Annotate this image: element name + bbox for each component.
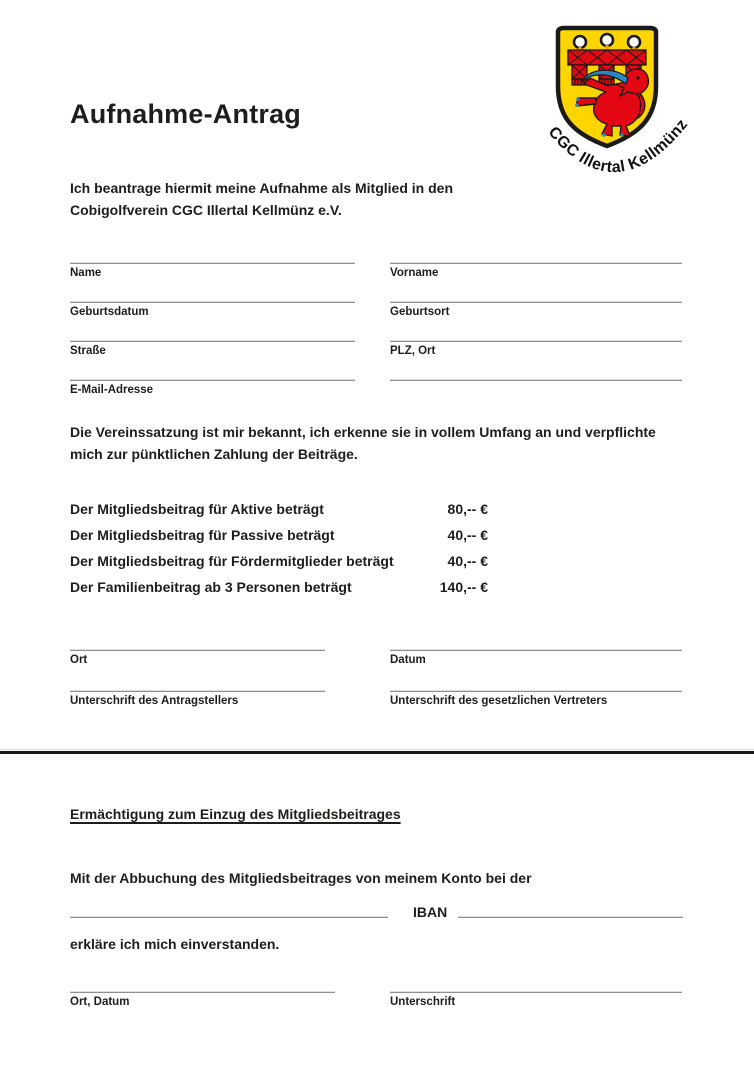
email-field-label: E-Mail-Adresse (70, 384, 154, 396)
extra-field-line[interactable] (390, 380, 682, 381)
plz-ort-field-label: PLZ, Ort (390, 345, 436, 357)
fee-label: Der Mitgliedsbeitrag für Passive beträgt (70, 527, 335, 543)
iban-field-line[interactable] (458, 917, 683, 918)
geburtsdatum-field-label: Geburtsdatum (70, 306, 149, 318)
plz-ort-field-line[interactable] (390, 341, 682, 342)
fee-amount: 80,-- € (447, 501, 488, 517)
sepa-heading: Ermächtigung zum Einzug des Mitgliedsbeitrages (70, 806, 401, 822)
fee-label: Der Mitgliedsbeitrag für Fördermitglieder beträgt (70, 553, 394, 569)
vorname-field-label: Vorname (390, 267, 439, 279)
vorname-field-line[interactable] (390, 263, 682, 264)
fee-amount: 140,-- € (439, 579, 488, 595)
email-field-line[interactable] (70, 380, 355, 381)
iban-label: IBAN (413, 904, 448, 920)
unterschrift-vertreter-line[interactable] (390, 691, 682, 692)
ort-field-label: Ort (70, 654, 88, 666)
bank-name-field-line[interactable] (70, 917, 388, 918)
satzung-paragraph: Die Vereinssatzung ist mir bekannt, ich erkenne sie in vollem Umfang an und verpflichte mich zur pünktlichen Zahlung der Beiträge. (70, 424, 656, 462)
geburtsort-field-label: Geburtsort (390, 306, 450, 318)
club-crest-logo (538, 22, 696, 190)
geburtsdatum-field-line[interactable] (70, 302, 355, 303)
section-divider (0, 751, 754, 754)
unterschrift-vertreter-label: Unterschrift des gesetzlichen Vertreters (390, 695, 608, 707)
club-crest-text: CGC Illertal Kellmünz (544, 116, 692, 177)
intro-paragraph: Ich beantrage hiermit meine Aufnahme als Mitglied in den Cobigolfverein CGC Illertal Kellmünz e.V. (70, 180, 453, 218)
fee-amount: 40,-- € (447, 527, 488, 543)
name-field-label: Name (70, 267, 102, 279)
name-field-line[interactable] (70, 263, 355, 264)
strasse-field-line[interactable] (70, 341, 355, 342)
sepa-unterschrift-line[interactable] (390, 992, 682, 993)
sepa-ort-datum-label: Ort, Datum (70, 996, 130, 1008)
club-crest-icon (538, 22, 696, 190)
fee-amount: 40,-- € (447, 553, 488, 569)
fee-label: Der Mitgliedsbeitrag für Aktive beträgt (70, 501, 324, 517)
datum-field-label: Datum (390, 654, 426, 666)
fee-row-passive (70, 527, 488, 547)
divider-highlight (0, 749, 754, 750)
ort-field-line[interactable] (70, 650, 325, 651)
sepa-outro-text: erkläre ich mich einverstanden. (70, 936, 280, 952)
fee-row-aktive (70, 501, 488, 521)
page-title: Aufnahme-Antrag (70, 99, 301, 129)
fee-label: Der Familienbeitrag ab 3 Personen beträgt (70, 579, 352, 595)
strasse-field-label: Straße (70, 345, 106, 357)
geburtsort-field-line[interactable] (390, 302, 682, 303)
sepa-unterschrift-label: Unterschrift (390, 996, 456, 1008)
unterschrift-antragsteller-line[interactable] (70, 691, 325, 692)
fee-row-familie (70, 579, 488, 599)
fee-row-foerdermitglieder (70, 553, 488, 573)
datum-field-line[interactable] (390, 650, 682, 651)
sepa-ort-datum-line[interactable] (70, 992, 335, 993)
sepa-intro-text: Mit der Abbuchung des Mitgliedsbeitrages von meinem Konto bei der (70, 870, 532, 886)
unterschrift-antragsteller-label: Unterschrift des Antragstellers (70, 695, 239, 707)
